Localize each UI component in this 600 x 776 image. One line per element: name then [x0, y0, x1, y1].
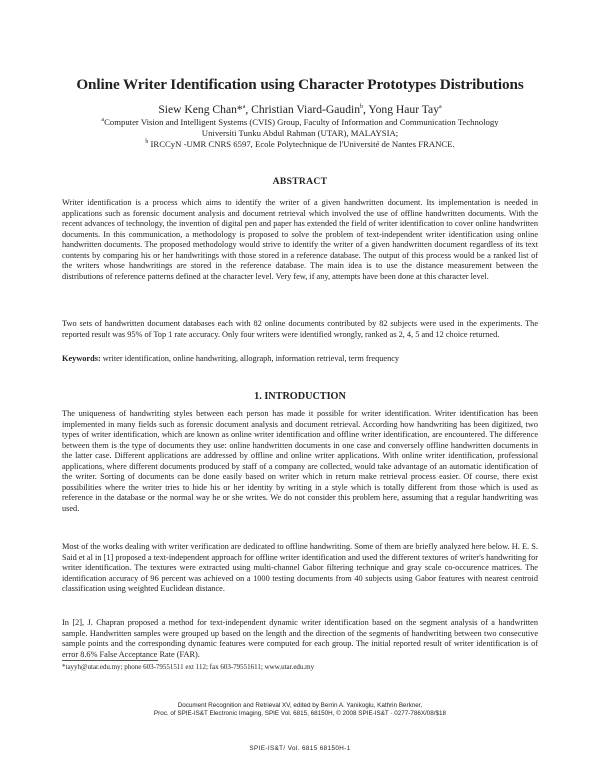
intro-paragraph-2: Most of the works dealing with writer verification are dedicated to offline handwriting. Some of them are briefly analyzed here below. H. E. S. Said et al in [1] proposed a text-independent approach for offline writer identification and used the different textures of writer's handwriting for writer identification. The textures were extracted using multi-channel Gabor filtering technique and gray scale co-occurence matrices. The identification accuracy of 96 percent was achieved on a 1000 testing documents from 40 subjects using Gabor features with nearest centroid classification using weighted Euclidean distance.	[62, 542, 538, 594]
author-1: Siew Keng Chan*	[158, 103, 243, 116]
affiliation-a	[40, 117, 560, 138]
affiliation-b-text: IRCCyN -UMR CNRS 6597, Ecole Polytechnique de l'Université de Nantes FRANCE.	[148, 139, 455, 149]
intro-paragraph-1: The uniqueness of handwriting styles between each person has made it possible for writer identification. Writer identification has been implemented in many fields such as forensic document analysis and document retrieval. According how handwriting has been digitized, two types of writer identification, which are known as online writer identification and offline writer identification, are encountered. The difference between them is the type of documents they use: online handwritten documents in one case and conversely offline handwritten documents in the latter case. Different applications are addressed by offline and online writer applications. With online writer identification, professional applications, where different documents produced by staff of a company are collected, would take advantage of an automatic identification of the writer. Sorting of documents can be done easily based on writer which in return make retrieval process easier. Of course, there exist possibilities where the writer tries to hide his or her identity by writing in a style which is totally different from those which is used as reference in the database or the normal way he or she writes. We do not consider this problem here, assuming that a regular handwriting was used.	[62, 409, 538, 513]
footnote-divider	[62, 660, 158, 661]
conference-line-2: Proc. of SPIE-IS&T Electronic Imaging, SPIE Vol. 6815, 68150H, © 2008 SPIE-IS&T · 0277-786X/08/$18	[153, 710, 447, 718]
conference-line-1: Document Recognition and Retrieval XV, edited by Berrin A. Yanikoglu, Kathrin Berkner,	[177, 702, 423, 709]
affiliation-a-line-1: Computer Vision and Intelligent Systems (CVIS) Group, Faculty of Information and Communication Technology	[104, 117, 499, 127]
footnote-contact: *tayyh@utar.edu.my; phone 603-79551511 ext 112; fax 603-79551611; www.utar.edu.my	[62, 663, 315, 671]
author-1-affil-mark: a	[242, 104, 246, 111]
affiliation-a-line-2: Universiti Tunku Abdul Rahman (UTAR), MALAYSIA;	[201, 127, 399, 138]
section-heading-introduction: 1. INTRODUCTION	[254, 391, 346, 402]
keywords-text: writer identification, online handwriting, allograph, information retrieval, term frequency	[100, 354, 400, 363]
page-footer: SPIE-IS&T/ Vol. 6815 68150H-1	[249, 745, 351, 752]
keywords	[62, 354, 538, 365]
keywords-label: Keywords:	[62, 354, 101, 363]
paper-title: Online Writer Identification using Character Prototypes Distributions	[76, 76, 524, 93]
abstract-paragraph-1: Writer identification is a process which aims to identify the writer of a given handwritten document. Its implementation is needed in applications such as forensic document analysis and document retrieval which involved the use of offline handwritten documents. With the recent advances of technology, the invention of digital pen and paper has extended the field of writer identification to cover online handwritten documents. In this communication, a methodology is proposed to solve the problem of text-independent writer identification using online handwritten documents. The proposed methodology would strive to identify the writer of a given handwritten document regardless of its text contents by comparing his or her handwritings with those stored in a reference database. The output of this process would be a ranked list of the writers whose handwritings are stored in the reference database. The main idea is to use the distance measurement between the distributions of reference patterns defined at the character level. Very few, if any, attempts have been done at this character level.	[62, 198, 538, 281]
affiliation-b	[40, 139, 560, 150]
author-2-affil-mark: b	[360, 104, 364, 111]
affiliation-b-mark: b	[145, 139, 149, 146]
abstract-paragraph-2: Two sets of handwritten document databases each with 82 online documents contributed by 82 subjects were used in the experiments. The reported result was 95% of Top 1 rate accuracy. Only four writers were identified wrongly, ranked as 2, 4, 5 and 12 choice returned.	[62, 319, 538, 339]
author-3-affil-mark: a	[439, 104, 442, 111]
author-3: , Yong Haur Tay	[363, 103, 439, 116]
author-2: , Christian Viard-Gaudin	[245, 103, 361, 116]
author-list	[40, 103, 560, 116]
conference-info	[60, 702, 540, 718]
abstract-heading: ABSTRACT	[272, 176, 328, 187]
intro-paragraph-3: In [2], J. Chapran proposed a method for text-independent dynamic writer identification based on the segment analysis of a handwritten sample. Handwritten samples were grouped up based on the length and the direction of the segments of handwriting between two consecutive sample points and the corresponding dynamic features were computed for each group. The initial reported result of writer identification is of error 8.6% False Acceptance Rate (FAR).	[62, 618, 538, 659]
affiliation-a-mark: a	[101, 117, 105, 124]
